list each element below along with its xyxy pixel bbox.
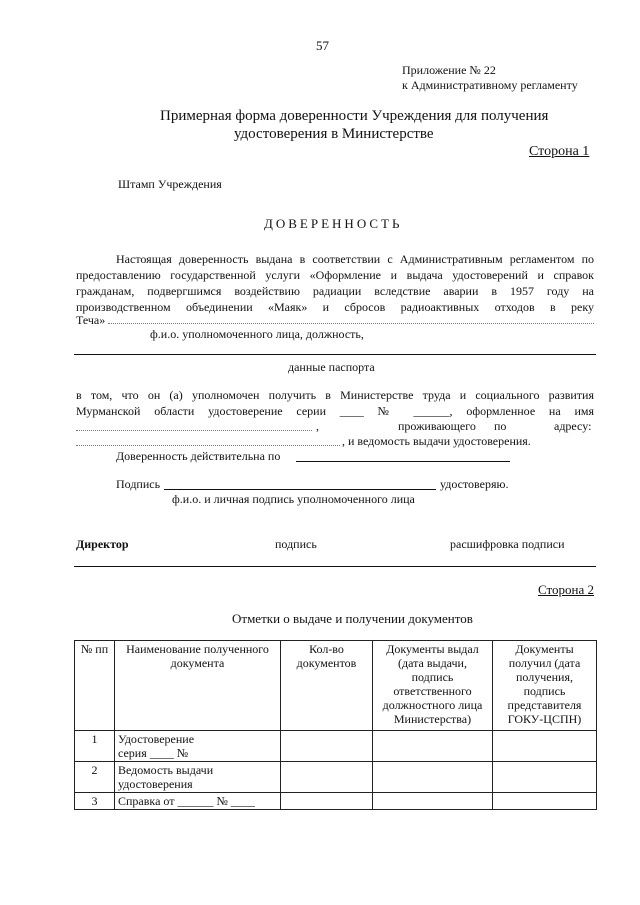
paragraph-2-address: адресу: bbox=[554, 419, 592, 433]
documents-table bbox=[74, 640, 597, 810]
holder-name-fill-line bbox=[76, 430, 312, 431]
stamp-label: Штамп Учреждения bbox=[118, 177, 222, 191]
appendix-number: Приложение № 22 bbox=[402, 63, 496, 77]
row-document-line-2: серия ____ № bbox=[118, 746, 189, 760]
validity-label: Доверенность действительна по bbox=[116, 449, 281, 463]
paragraph-1-line-3: гражданам, подвергшимся воздействию радиации вследствие аварии в 1957 году на bbox=[76, 284, 594, 298]
paragraph-1-line-2: предоставлению государственной услуги «Оформление и выдача удостоверений и справок bbox=[76, 268, 594, 282]
appendix-reference: к Административному регламенту bbox=[402, 78, 578, 92]
header-number: № пп bbox=[75, 641, 115, 731]
validity-date-line bbox=[296, 461, 510, 462]
director-signature-label: подпись bbox=[275, 537, 317, 551]
signature-label: Подпись bbox=[116, 477, 161, 491]
paragraph-2-line-1: в том, что он (а) уполномочен получить в Министерстве труда и социального развития bbox=[76, 388, 594, 402]
table-row bbox=[75, 793, 597, 810]
paragraph-1-line-5: Теча» bbox=[76, 313, 106, 327]
paragraph-1-line-1: Настоящая доверенность выдана в соответствии с Административным регламентом по bbox=[116, 252, 594, 266]
table-row bbox=[75, 762, 597, 793]
side-2-label: Сторона 2 bbox=[538, 582, 594, 597]
director-decode-label: расшифровка подписи bbox=[450, 537, 565, 551]
row-number: 2 bbox=[75, 762, 115, 793]
paragraph-2-line-2: Мурманской области удостоверение серии ____ № ______, оформленное на имя bbox=[76, 404, 594, 418]
paragraph-2-at: по bbox=[494, 419, 507, 433]
row-document-line-1: Ведомость выдачи bbox=[118, 763, 214, 777]
director-label: Директор bbox=[76, 537, 129, 551]
certify-text: удостоверяю. bbox=[440, 477, 509, 491]
signature-line bbox=[164, 489, 436, 490]
form-title-line2: удостоверения в Министерстве bbox=[234, 126, 434, 142]
header-received-by: Документы получил (дата получения, подпись представителя ГОКУ-ЦСПН) bbox=[493, 641, 597, 731]
row-number: 1 bbox=[75, 731, 115, 762]
row-document-line-2: удостоверения bbox=[118, 777, 193, 791]
paragraph-2-line-4: , и ведомость выдачи удостоверения. bbox=[342, 434, 531, 448]
side-1-label: Сторона 1 bbox=[529, 144, 590, 159]
row-number: 3 bbox=[75, 793, 115, 810]
paragraph-2-residing: проживающего bbox=[398, 419, 476, 433]
paragraph-1-line-4: производственном объединении «Маяк» и сбросов радиоактивных отходов в реку bbox=[76, 300, 594, 314]
header-document-name: Наименование полученного документа bbox=[115, 641, 281, 731]
section-divider bbox=[74, 566, 596, 567]
row-received bbox=[493, 762, 597, 793]
row-quantity bbox=[281, 793, 373, 810]
page-number: 57 bbox=[316, 38, 329, 53]
caption-fio: ф.и.о. уполномоченного лица, должность, bbox=[150, 327, 364, 341]
form-title-line1: Примерная форма доверенности Учреждения для получения bbox=[160, 108, 549, 124]
row-quantity bbox=[281, 731, 373, 762]
address-fill-line bbox=[76, 445, 340, 446]
row-issued bbox=[373, 793, 493, 810]
header-quantity: Кол-во документов bbox=[281, 641, 373, 731]
row-received bbox=[493, 793, 597, 810]
caption-signature: ф.и.о. и личная подпись уполномоченного лица bbox=[172, 492, 415, 506]
table-header-row bbox=[75, 641, 597, 731]
caption-passport: данные паспорта bbox=[288, 360, 375, 374]
header-issued-by: Документы выдал (дата выдачи, подпись ответственного должностного лица Министерства) bbox=[373, 641, 493, 731]
row-document-name bbox=[115, 731, 281, 762]
passport-fill-line bbox=[74, 354, 596, 355]
row-document-line-1: Справка от ______ № ____ bbox=[118, 794, 255, 808]
row-quantity bbox=[281, 762, 373, 793]
row-document-name bbox=[115, 762, 281, 793]
row-document-name bbox=[115, 793, 281, 810]
fio-fill-line bbox=[108, 323, 594, 324]
row-issued bbox=[373, 731, 493, 762]
table-title: Отметки о выдаче и получении документов bbox=[232, 611, 473, 626]
document-heading: ДОВЕРЕННОСТЬ bbox=[264, 216, 403, 231]
row-document-line-1: Удостоверение bbox=[118, 732, 195, 746]
row-received bbox=[493, 731, 597, 762]
row-issued bbox=[373, 762, 493, 793]
table-row bbox=[75, 731, 597, 762]
paragraph-2-comma: , bbox=[316, 419, 319, 433]
